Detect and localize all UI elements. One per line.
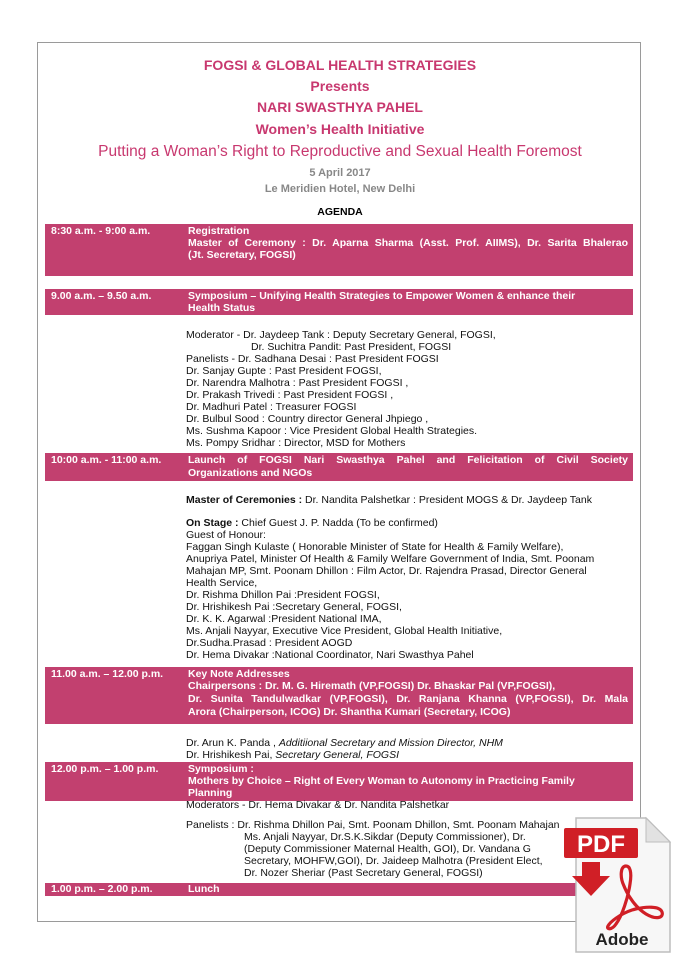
session-line: Mothers by Choice – Right of Every Woman to Autonomy in Practicing Family xyxy=(188,775,575,787)
detail-line: Dr. Prakash Trivedi : Past President FOGSI , xyxy=(186,389,394,401)
session-line: (Jt. Secretary, FOGSI) xyxy=(188,249,296,261)
session-line: Dr. Sunita Tandulwadkar (VP,FOGSI), Dr. Ranjana Khanna (VP,FOGSI), Dr. Mala xyxy=(188,693,628,705)
session-bar xyxy=(45,883,633,896)
session-title: Symposium – Unifying Health Strategies to Empower Women & enhance their xyxy=(188,290,576,302)
detail-line: Dr. Nozer Sheriar (Past Secretary General, FOGSI) xyxy=(244,867,483,879)
session-line: Arora (Chairperson, ICOG) Dr. Shantha Kumari (Secretary, ICOG) xyxy=(188,706,511,718)
session-title: Registration xyxy=(188,225,250,237)
session-bar xyxy=(45,289,633,315)
speaker-role: Additiional Secretary and Mission Director, NHM xyxy=(278,737,503,749)
session-line: Organizations and NGOs xyxy=(188,467,313,479)
pdf-document-icon xyxy=(562,812,680,960)
detail-line: Dr. Sanjay Gupte : Past President FOGSI, xyxy=(186,365,382,377)
stage-label: On Stage : xyxy=(186,517,239,529)
stage-text: Chief Guest J. P. Nadda (To be confirmed) xyxy=(238,517,438,529)
session-time: 10:00 a.m. - 11:00 a.m. xyxy=(51,454,162,466)
session-bar xyxy=(45,667,633,724)
speaker-line xyxy=(186,737,503,749)
session-time: 12.00 p.m. – 1.00 p.m. xyxy=(51,763,159,775)
session-title: Key Note Addresses xyxy=(188,668,290,680)
session-line: Master of Ceremony : Dr. Aparna Sharma (Asst. Prof. AIIMS), Dr. Sarita Bhalerao xyxy=(188,237,628,249)
detail-line: Moderator - Dr. Jaydeep Tank : Deputy Secretary General, FOGSI, xyxy=(186,329,496,341)
detail-line: Dr. Bulbul Sood : Country director General Jhpiego , xyxy=(186,413,429,425)
header-tagline: Putting a Woman’s Right to Reproductive and Sexual Health Foremost xyxy=(98,143,582,160)
detail-line: Ms. Pompy Sridhar : Director, MSD for Mothers xyxy=(186,437,406,449)
detail-line: Dr.Sudha.Prasad : President AOGD xyxy=(186,637,353,649)
detail-line: Dr. Narendra Malhotra : Past President FOGSI , xyxy=(186,377,409,389)
session-line: Health Status xyxy=(188,302,256,314)
detail-line: Health Service, xyxy=(186,577,258,589)
session-line: Planning xyxy=(188,787,233,799)
session-time: 1.00 p.m. – 2.00 p.m. xyxy=(51,883,153,895)
detail-line: Anupriya Patel, Minister Of Health & Family Welfare Government of India, Smt. Poonam xyxy=(186,553,595,565)
detail-line: Guest of Honour: xyxy=(186,529,266,541)
detail-line: Panelists - Dr. Sadhana Desai : Past President FOGSI xyxy=(186,353,439,365)
header-program: NARI SWASTHYA PAHEL xyxy=(257,99,423,115)
detail-line: Dr. K. K. Agarwal :President National IMA, xyxy=(186,613,382,625)
session-bar xyxy=(45,224,633,276)
speaker-line xyxy=(186,749,399,761)
agenda-heading: AGENDA xyxy=(317,206,363,218)
pdf-label: PDF xyxy=(577,831,625,858)
moderators-line: Moderators - Dr. Hema Divakar & Dr. Nandita Palshetkar xyxy=(186,799,450,811)
mc-line xyxy=(186,494,592,506)
session-bar xyxy=(45,762,633,801)
detail-line: Dr. Hrishikesh Pai :Secretary General, FOGSI, xyxy=(186,601,402,613)
detail-line: Mahajan MP, Smt. Poonam Dhillon : Film Actor, Dr. Rajendra Prasad, Director General xyxy=(186,565,587,577)
session-time: 9.00 a.m. – 9.50 a.m. xyxy=(51,290,152,302)
detail-line: Dr. Madhuri Patel : Treasurer FOGSI xyxy=(186,401,357,413)
event-date: 5 April 2017 xyxy=(309,167,371,179)
session-time: 8:30 a.m. - 9:00 a.m. xyxy=(51,225,151,237)
detail-line: Faggan Singh Kulaste ( Honorable Minister of State for Health & Family Welfare), xyxy=(186,541,564,553)
session-title: Lunch xyxy=(188,883,220,895)
agenda-page xyxy=(37,42,641,922)
pdf-download-icon[interactable] xyxy=(562,812,680,960)
detail-line: Dr. Hema Divakar :National Coordinator, Nari Swasthya Pahel xyxy=(186,649,474,661)
stage-line xyxy=(186,517,438,529)
detail-line: Secretary, MOHFW,GOI), Dr. Jaideep Malhotra (President Elect, xyxy=(244,855,543,867)
session-title: Launch of FOGSI Nari Swasthya Pahel and Felicitation of Civil Society xyxy=(188,454,628,466)
header-presents: Presents xyxy=(310,78,370,94)
session-line: Chairpersons : Dr. M. G. Hiremath (VP,FOGSI) Dr. Bhaskar Pal (VP,FOGSI), xyxy=(188,680,556,692)
detail-line: Dr. Rishma Dhillon Pai :President FOGSI, xyxy=(186,589,380,601)
header-org: FOGSI & GLOBAL HEALTH STRATEGIES xyxy=(203,57,477,73)
adobe-label: Adobe xyxy=(595,930,649,949)
detail-line: Dr. Suchitra Pandit: Past President, FOGSI xyxy=(251,341,452,353)
speaker-name: Dr. Arun K. Panda , xyxy=(186,737,279,749)
detail-line: (Deputy Commissioner Maternal Health, GOI), Dr. Vandana G xyxy=(244,843,531,855)
mc-label: Master of Ceremonies : xyxy=(186,494,303,506)
detail-line: Ms. Sushma Kapoor : Vice President Global Health Strategies. xyxy=(186,425,478,437)
detail-line: Ms. Anjali Nayyar, Executive Vice President, Global Health Initiative, xyxy=(186,625,503,637)
detail-line: Panelists : Dr. Rishma Dhillon Pai, Smt. Poonam Dhillon, Smt. Poonam Mahajan xyxy=(186,819,560,831)
session-title: Symposium : xyxy=(188,763,254,775)
header-initiative: Women’s Health Initiative xyxy=(255,121,425,137)
mc-text: Dr. Nandita Palshetkar : President MOGS & Dr. Jaydeep Tank xyxy=(302,494,592,506)
session-time: 11.00 a.m. – 12.00 p.m. xyxy=(51,668,164,680)
speaker-name: Dr. Hrishikesh Pai, xyxy=(186,749,276,761)
detail-line: Ms. Anjali Nayyar, Dr.S.K.Sikdar (Deputy Commissioner), Dr. xyxy=(244,831,526,843)
speaker-role: Secretary General, FOGSI xyxy=(275,749,399,761)
event-venue: Le Meridien Hotel, New Delhi xyxy=(264,183,416,195)
session-bar xyxy=(45,453,633,481)
